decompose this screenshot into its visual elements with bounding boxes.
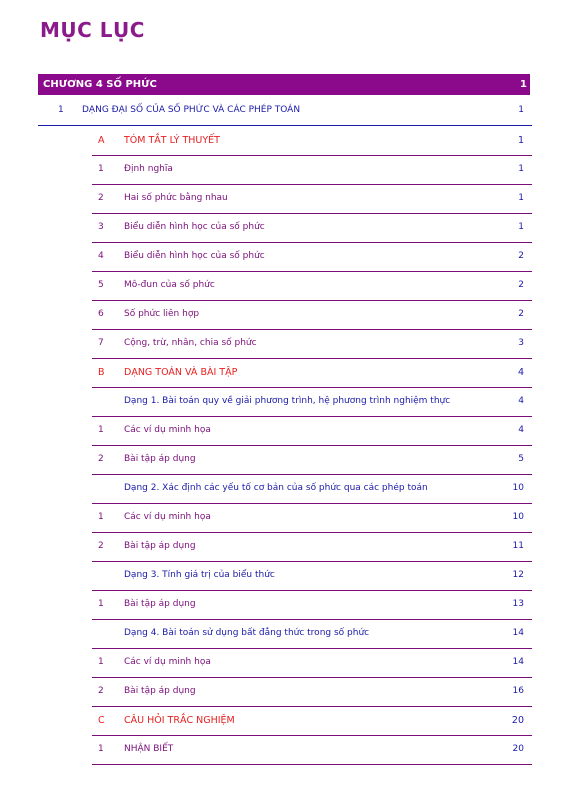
bottom-divider xyxy=(92,764,532,765)
entry-page: 10 xyxy=(512,512,524,522)
entry-title: DẠNG TOÁN VÀ BÀI TẬP xyxy=(124,367,238,378)
entry-number: 7 xyxy=(98,338,104,348)
toc-entry[interactable] xyxy=(92,706,532,736)
toc-entry[interactable] xyxy=(92,474,532,504)
entry-title: Dạng 2. Xác định các yếu tố cơ bản của số phức qua các phép toán xyxy=(124,483,428,493)
entry-title: Bài tập áp dụng xyxy=(124,599,196,609)
entry-title: Bài tập áp dụng xyxy=(124,541,196,551)
entry-page: 4 xyxy=(518,396,524,406)
toc-entry[interactable] xyxy=(92,155,532,185)
entry-title: Các ví dụ minh họa xyxy=(124,425,211,435)
entry-page: 3 xyxy=(518,338,524,348)
entry-page: 12 xyxy=(512,570,524,580)
toc-entry[interactable] xyxy=(92,648,532,678)
entry-number: 1 xyxy=(98,599,104,609)
toc-section[interactable] xyxy=(38,96,532,126)
entry-page: 1 xyxy=(518,193,524,203)
entry-title: Mô-đun của số phức xyxy=(124,280,215,290)
section-page: 1 xyxy=(518,105,524,115)
toc-entry[interactable] xyxy=(92,387,532,417)
toc-entry[interactable] xyxy=(92,619,532,649)
entry-page: 2 xyxy=(518,280,524,290)
chapter-header[interactable] xyxy=(38,74,530,95)
entry-page: 2 xyxy=(518,251,524,261)
entry-page: 11 xyxy=(512,541,524,551)
entry-page: 1 xyxy=(517,135,524,146)
toc-entry[interactable] xyxy=(92,126,532,156)
toc-entry[interactable] xyxy=(92,213,532,243)
entry-page: 14 xyxy=(512,628,524,638)
entry-page: 5 xyxy=(518,454,524,464)
toc-entry[interactable] xyxy=(92,358,532,388)
entry-page: 20 xyxy=(511,715,524,726)
entry-title: Bài tập áp dụng xyxy=(124,686,196,696)
entry-page: 20 xyxy=(512,744,524,754)
entry-number: 1 xyxy=(98,657,104,667)
entry-title: Dạng 3. Tính giá trị của biểu thức xyxy=(124,570,275,580)
entry-page: 1 xyxy=(518,222,524,232)
entry-page: 4 xyxy=(517,367,524,378)
section-number: 1 xyxy=(58,105,64,115)
toc-entry[interactable] xyxy=(92,590,532,620)
entry-page: 16 xyxy=(512,686,524,696)
entry-page: 2 xyxy=(518,309,524,319)
entry-title: Cộng, trừ, nhân, chia số phức xyxy=(124,338,257,348)
entry-number: C xyxy=(98,715,105,726)
entry-number: 1 xyxy=(98,744,104,754)
entry-title: Dạng 4. Bài toán sử dụng bất đẳng thức trong số phức xyxy=(124,628,370,638)
entry-page: 10 xyxy=(512,483,524,493)
toc-entry[interactable] xyxy=(92,677,532,707)
entry-title: Biểu diễn hình học của số phức xyxy=(124,222,265,232)
toc-entry[interactable] xyxy=(92,184,532,214)
chapter-label: CHƯƠNG 4 SỐ PHỨC xyxy=(43,79,157,90)
page-title: MỤC LỤC xyxy=(40,18,145,42)
entry-number: 1 xyxy=(98,164,104,174)
toc-entry[interactable] xyxy=(92,329,532,359)
entry-title: Dạng 1. Bài toán quy về giải phương trình, hệ phương trình nghiệm thực xyxy=(124,396,451,406)
entry-number: 1 xyxy=(98,425,104,435)
section-title: DẠNG ĐẠI SỐ CỦA SỐ PHỨC VÀ CÁC PHÉP TOÁN xyxy=(82,105,301,115)
entry-title: Biểu diễn hình học của số phức xyxy=(124,251,265,261)
entry-number: 5 xyxy=(98,280,104,290)
entry-number: 1 xyxy=(98,512,104,522)
entry-number: A xyxy=(98,135,105,146)
chapter-page: 1 xyxy=(520,79,527,90)
entry-page: 14 xyxy=(512,657,524,667)
entry-title: Số phức liên hợp xyxy=(124,309,200,319)
entry-page: 1 xyxy=(518,164,524,174)
entry-number: 2 xyxy=(98,193,104,203)
entry-title: Định nghĩa xyxy=(124,164,173,174)
entry-title: Hai số phức bằng nhau xyxy=(124,193,228,203)
entry-title: Các ví dụ minh họa xyxy=(124,512,211,522)
toc-entry[interactable] xyxy=(92,300,532,330)
entry-number: 2 xyxy=(98,541,104,551)
entry-title: Các ví dụ minh họa xyxy=(124,657,211,667)
toc-entry[interactable] xyxy=(92,503,532,533)
entry-number: 2 xyxy=(98,686,104,696)
entry-page: 4 xyxy=(518,425,524,435)
entry-page: 13 xyxy=(512,599,524,609)
toc-entry[interactable] xyxy=(92,445,532,475)
toc-entry[interactable] xyxy=(92,242,532,272)
entry-title: NHẬN BIẾT xyxy=(124,744,174,754)
entry-number: 3 xyxy=(98,222,104,232)
entry-number: B xyxy=(98,367,105,378)
toc-entry[interactable] xyxy=(92,416,532,446)
toc-entry[interactable] xyxy=(92,735,532,765)
entry-title: TÓM TẮT LÝ THUYẾT xyxy=(124,135,220,146)
entry-title: CÂU HỎI TRẮC NGHIỆM xyxy=(124,715,235,726)
toc-entry[interactable] xyxy=(92,271,532,301)
toc-entry[interactable] xyxy=(92,561,532,591)
entry-title: Bài tập áp dụng xyxy=(124,454,196,464)
entry-number: 4 xyxy=(98,251,104,261)
entry-number: 2 xyxy=(98,454,104,464)
toc-entry[interactable] xyxy=(92,532,532,562)
entry-number: 6 xyxy=(98,309,104,319)
